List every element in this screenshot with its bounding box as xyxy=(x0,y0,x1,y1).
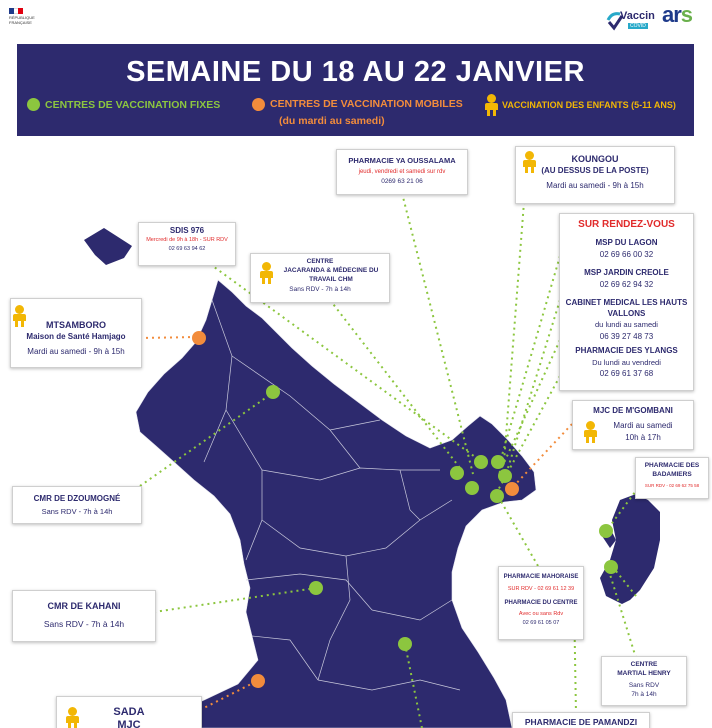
centre-note: Avec ou sans Rdv xyxy=(518,611,564,617)
ars-word: ar xyxy=(662,2,681,27)
ylangs-name: PHARMACIE DES YLANGS xyxy=(575,346,678,355)
centre-phone: 02 69 61 05 07 xyxy=(522,620,560,626)
legend-mobile: CENTRES DE VACCINATION MOBILES xyxy=(270,98,463,110)
ylangs-days: Du lundi au vendredi xyxy=(592,358,661,367)
sada-sub: MJC xyxy=(117,719,141,728)
box-mtsamboro[interactable] xyxy=(10,298,142,368)
ylangs-phone: 02 69 61 37 68 xyxy=(599,369,654,378)
mtsamboro-islet xyxy=(84,228,132,265)
msp-lagon-name: MSP DU LAGON xyxy=(595,238,658,247)
box-centre-jacaranda[interactable] xyxy=(250,253,390,303)
box-koungou[interactable] xyxy=(515,146,675,204)
location-dot-badamiers[interactable] xyxy=(599,524,613,538)
child-icon xyxy=(258,262,275,284)
ya-oussalama-name: PHARMACIE YA OUSSALAMA xyxy=(348,156,456,165)
sdis-note: Mercredi de 9h à 18h - SUR RDV xyxy=(146,237,228,243)
box-pharmacie-badamiers[interactable] xyxy=(635,457,709,499)
legend-fixed: CENTRES DE VACCINATION FIXES xyxy=(45,99,221,111)
cabinet-phone: 06 39 27 48 73 xyxy=(599,332,654,341)
location-dot-mamoudzou-6[interactable] xyxy=(490,489,504,503)
grande-terre-island xyxy=(136,280,536,728)
child-icon xyxy=(521,151,538,173)
msp-jardin-phone: 02 69 62 94 32 xyxy=(599,280,654,289)
covid-badge: COVID xyxy=(630,23,646,29)
location-dot-mamoudzou-4[interactable] xyxy=(498,469,512,483)
jacaranda-name-1: CENTRE xyxy=(306,258,334,265)
cabinet-days: du lundi au samedi xyxy=(595,320,658,329)
koungou-sub: (AU DESSUS DE LA POSTE) xyxy=(541,166,649,175)
box-mjc-mgombani[interactable] xyxy=(572,400,694,450)
jacaranda-hours: Sans RDV - 7h à 14h xyxy=(289,286,351,293)
mgombani-hours: 10h à 17h xyxy=(625,433,661,442)
location-dot-south[interactable] xyxy=(398,637,412,651)
location-dot-dzoumogne[interactable] xyxy=(266,385,280,399)
jacaranda-name-2: JACARANDA & MÉDECINE DU TRAVAIL CHM xyxy=(283,267,379,283)
centre-name: PHARMACIE DU CENTRE xyxy=(504,600,578,606)
mgombani-days: Mardi au samedi xyxy=(613,421,673,430)
martial-name-1: CENTRE xyxy=(630,661,658,668)
koungou-hours: Mardi au samedi - 9h à 15h xyxy=(546,181,644,190)
badamiers-name: PHARMACIE DES BADAMIERS xyxy=(644,462,700,478)
mahoraise-name: PHARMACIE MAHORAISE xyxy=(503,574,579,580)
republique-line-2: FRANÇAISE xyxy=(9,19,32,25)
petite-terre-island xyxy=(600,494,660,604)
cabinet-name: CABINET MEDICAL LES HAUTS VALLONS xyxy=(565,298,688,318)
martial-name-2: MARTIAL HENRY xyxy=(617,670,671,677)
box-sdis-976[interactable] xyxy=(138,222,236,266)
koungou-name: KOUNGOU xyxy=(571,154,619,164)
sdis-name: SDIS 976 xyxy=(169,226,205,235)
mtsamboro-sub: Maison de Santé Hamjago xyxy=(26,332,126,341)
location-dot-mamoudzou-2[interactable] xyxy=(474,455,488,469)
ya-oussalama-note: jeudi, vendredi et samedi sur rdv xyxy=(358,169,446,175)
kahani-name: CMR DE KAHANI xyxy=(47,601,121,611)
box-sada-mjc[interactable] xyxy=(56,696,202,728)
sdis-phone: 02 69 63 94 62 xyxy=(168,245,206,252)
ya-oussalama-phone: 0269 63 21 06 xyxy=(381,178,423,185)
legend-mobile-sub: (du mardi au samedi) xyxy=(279,115,385,127)
box-pharmacie-mahoraise[interactable] xyxy=(498,566,584,640)
martial-hours-2: 7h à 14h xyxy=(631,691,657,698)
legend-children: VACCINATION DES ENFANTS (5-11 ANS) xyxy=(502,100,676,110)
dzoumogne-hours: Sans RDV - 7h à 14h xyxy=(41,507,113,516)
location-dot-mamoudzou-3[interactable] xyxy=(491,455,505,469)
page-title: SEMAINE DU 18 AU 22 JANVIER xyxy=(126,56,585,88)
location-dot-mamoudzou-1[interactable] xyxy=(450,466,464,480)
kahani-hours: Sans RDV - 7h à 14h xyxy=(43,619,125,629)
box-cmr-kahani[interactable] xyxy=(12,590,156,642)
box-pharmacie-ya-oussalama[interactable] xyxy=(336,149,468,195)
child-icon xyxy=(11,305,28,327)
dzoumogne-name: CMR DE DZOUMOGNÉ xyxy=(33,494,121,503)
location-dot-sada[interactable] xyxy=(251,674,265,688)
msp-jardin-name: MSP JARDIN CREOLE xyxy=(584,268,669,277)
sada-name: SADA xyxy=(113,706,145,718)
location-dot-mamoudzou-5[interactable] xyxy=(465,481,479,495)
vaccin-word: Vaccin xyxy=(620,10,655,22)
child-icon xyxy=(582,421,599,443)
location-dot-mgombani[interactable] xyxy=(505,482,519,496)
box-sur-rendez-vous[interactable] xyxy=(559,213,694,391)
location-dot-mtsamboro[interactable] xyxy=(192,331,206,345)
martial-hours-1: Sans RDV xyxy=(628,682,660,689)
pamandzi-name: PHARMACIE DE PAMANDZI xyxy=(524,717,638,727)
child-icon xyxy=(64,707,81,728)
location-dot-kahani[interactable] xyxy=(309,581,323,595)
box-centre-martial-henry[interactable] xyxy=(601,656,687,706)
box-cmr-dzoumogne[interactable] xyxy=(12,486,142,524)
rdv-title: SUR RENDEZ-VOUS xyxy=(578,219,675,230)
ars-s: s xyxy=(680,2,693,27)
mtsamboro-name: MTSAMBORO xyxy=(46,320,106,330)
mahoraise-note: SUR RDV - 02 69 61 12 39 xyxy=(507,586,575,592)
msp-lagon-phone: 02 69 66 00 32 xyxy=(599,250,654,259)
mgombani-name: MJC DE M'GOMBANI xyxy=(593,406,673,415)
badamiers-note: SUR RDV - 02 69 62 75 58 xyxy=(644,483,700,488)
republique-line-1: RÉPUBLIQUE xyxy=(9,15,35,20)
mtsamboro-hours: Mardi au samedi - 9h à 15h xyxy=(27,347,125,356)
box-pharmacie-pamandzi[interactable] xyxy=(512,712,650,728)
location-dot-pamandzi[interactable] xyxy=(604,560,618,574)
